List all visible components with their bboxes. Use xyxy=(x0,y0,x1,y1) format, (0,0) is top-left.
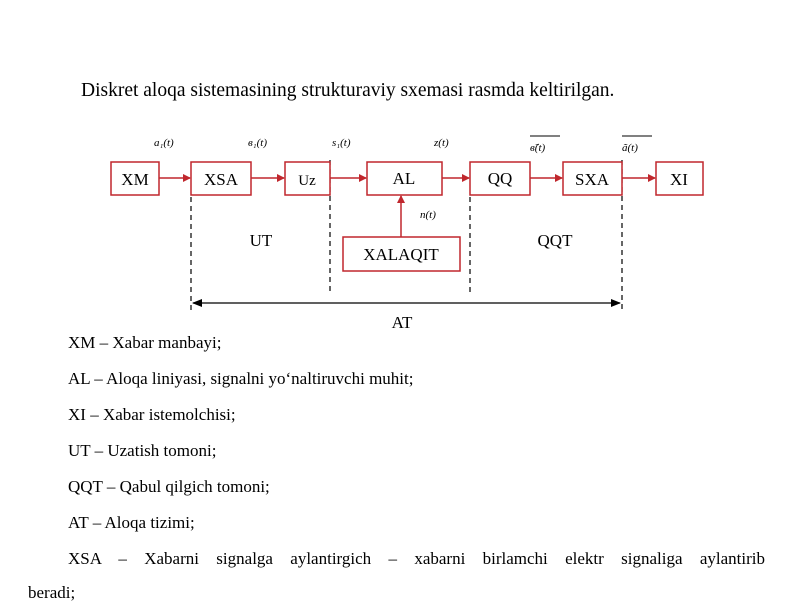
signal-label-b1: в₁(t) xyxy=(248,137,267,149)
block-label-xm: XM xyxy=(121,170,149,189)
block-label-qq: QQ xyxy=(487,169,513,188)
signal-label-b-hat: в̃(t) xyxy=(530,142,546,154)
definition-xsa-line1: XSA – Xabarni signalga aylantirgich – xabarni birlamchi elektr signaliga aylantirib xyxy=(68,549,765,568)
definition-al: AL – Aloqa liniyasi, signalni yo‘naltiruvchi muhit; xyxy=(68,369,414,388)
region-label-at: AT xyxy=(391,313,413,332)
block-label-uz: Uz xyxy=(298,173,316,189)
block-label-xalaqit: XALAQIT xyxy=(363,245,439,264)
page-heading: Diskret aloqa sistemasining strukturaviy sxemasi rasmda keltirilgan. xyxy=(81,80,615,101)
block-label-xi: XI xyxy=(670,170,688,189)
region-label-ut: UT xyxy=(249,231,273,250)
definition-qqt: QQT – Qabul qilgich tomoni; xyxy=(68,477,270,496)
signal-label-z: z(t) xyxy=(434,137,449,149)
region-label-qqt: QQT xyxy=(537,231,573,250)
definition-xi: XI – Xabar istemolchisi; xyxy=(68,405,236,424)
block-label-al: AL xyxy=(392,169,416,188)
block-label-sxa: SXA xyxy=(574,170,610,189)
definition-xm: XM – Xabar manbayi; xyxy=(68,333,222,352)
signal-label-n: n(t) xyxy=(420,209,436,221)
block-label-xsa: XSA xyxy=(203,170,239,189)
signal-label-a1: a₁(t) xyxy=(154,137,174,149)
signal-label-a-hat: ã(t) xyxy=(622,142,638,154)
signal-label-s1: s₁(t) xyxy=(332,137,351,149)
definition-at: AT – Aloqa tizimi; xyxy=(68,513,195,532)
definition-ut: UT – Uzatish tomoni; xyxy=(68,441,217,460)
definition-xsa-line2: beradi; xyxy=(28,583,76,602)
